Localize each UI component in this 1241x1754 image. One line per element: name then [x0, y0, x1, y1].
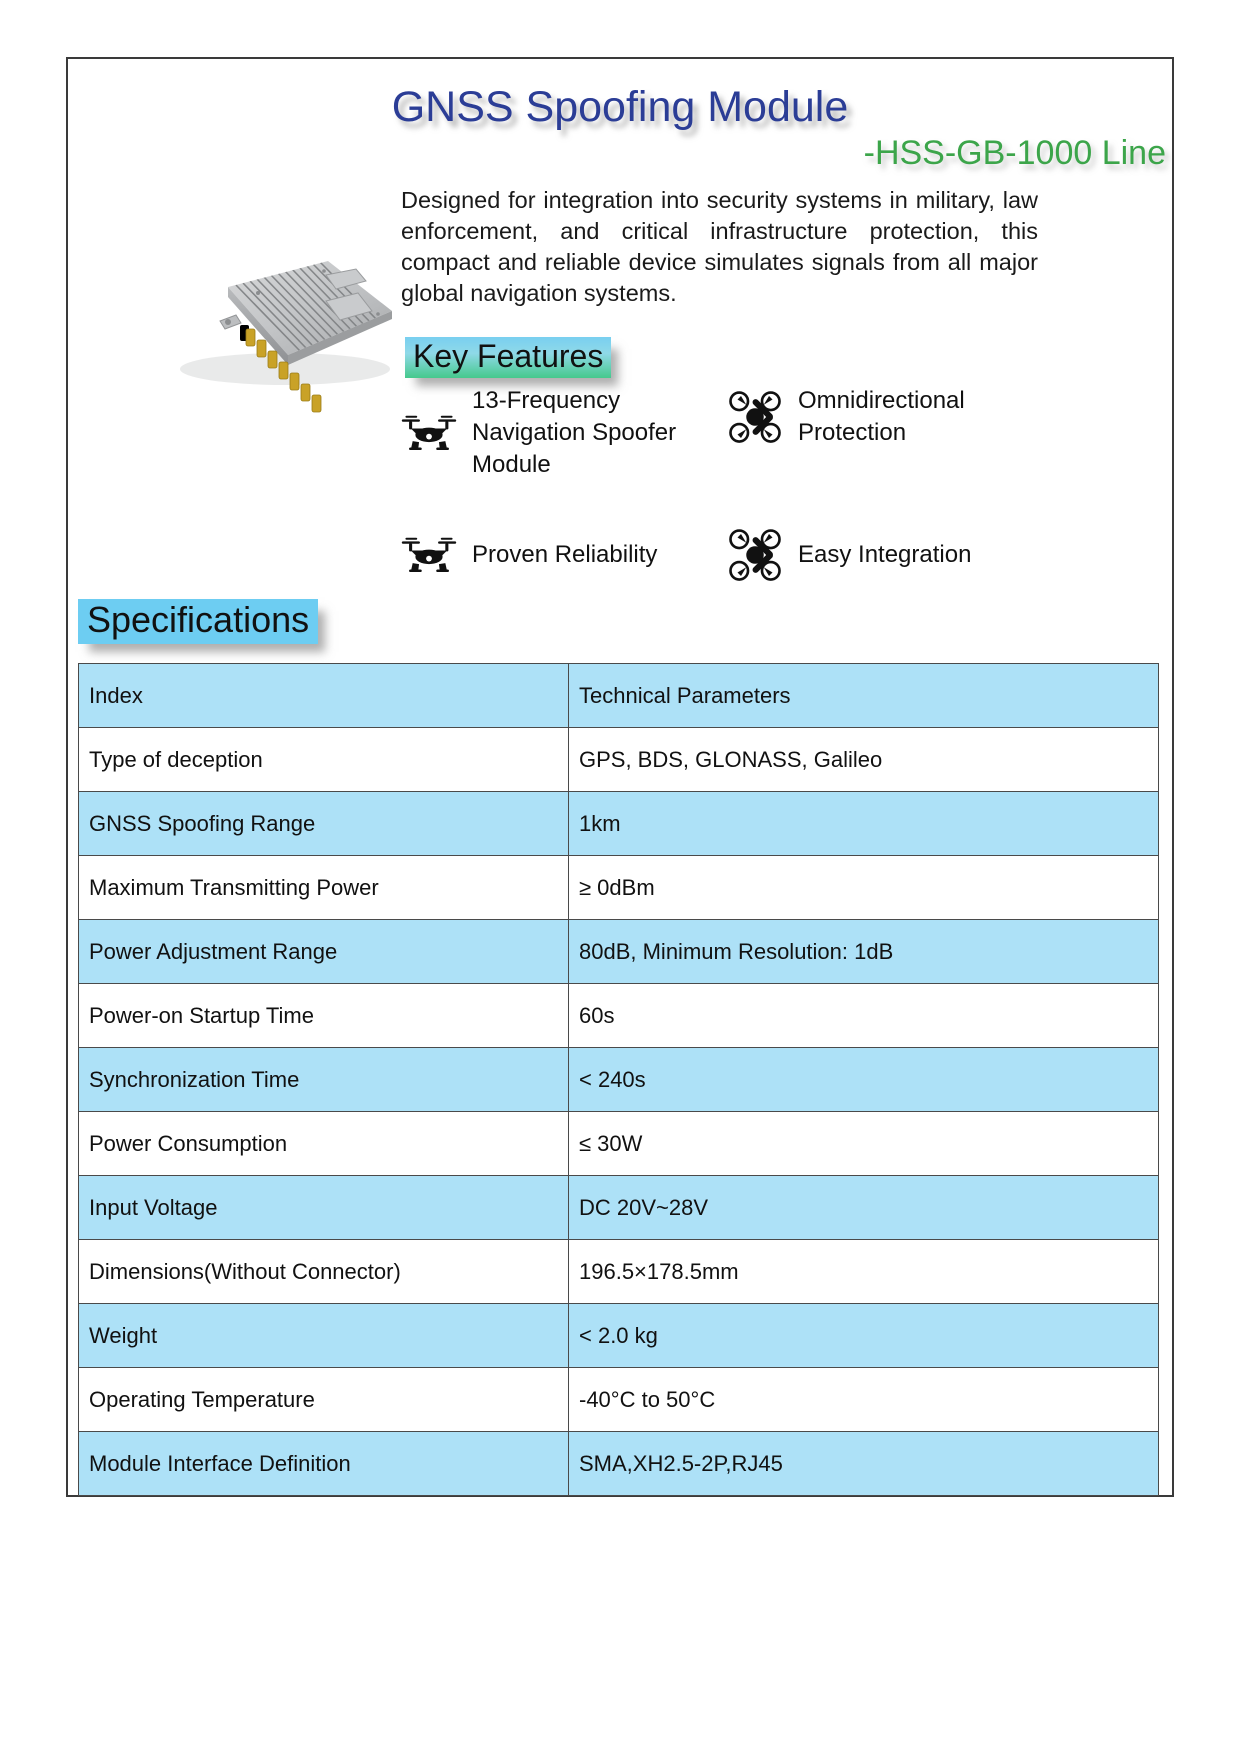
table-cell-index: Type of deception — [79, 728, 569, 792]
page-title: GNSS Spoofing Module — [391, 83, 849, 131]
table-row — [79, 1240, 1159, 1304]
specifications-heading — [78, 599, 318, 644]
table-cell-parameter: -40°C to 50°C — [569, 1368, 1159, 1432]
table-cell-parameter: SMA,XH2.5-2P,RJ45 — [569, 1432, 1159, 1496]
feature-item — [724, 526, 1046, 584]
key-features-list — [398, 385, 1048, 584]
table-cell-parameter: 196.5×178.5mm — [569, 1240, 1159, 1304]
table-row — [79, 1176, 1159, 1240]
feature-label: Omnidirectional Protection — [798, 387, 965, 446]
table-cell-index: Maximum Transmitting Power — [79, 856, 569, 920]
datasheet-page — [66, 57, 1174, 1497]
table-cell-parameter: 1km — [569, 792, 1159, 856]
table-cell-index: Synchronization Time — [79, 1048, 569, 1112]
key-features-heading — [405, 337, 611, 378]
table-row — [79, 1304, 1159, 1368]
table-row — [79, 984, 1159, 1048]
table-row — [79, 1368, 1159, 1432]
table-cell-index: Power Consumption — [79, 1112, 569, 1176]
key-features-row — [398, 526, 1048, 584]
table-cell-parameter: ≤ 30W — [569, 1112, 1159, 1176]
specifications-heading-label: Specifications — [78, 599, 318, 644]
table-cell-parameter: 80dB, Minimum Resolution: 1dB — [569, 920, 1159, 984]
table-cell-parameter: < 240s — [569, 1048, 1159, 1112]
key-features-heading-label: Key Features — [405, 337, 611, 378]
table-row — [79, 1432, 1159, 1496]
drone-top-icon — [724, 526, 786, 584]
table-cell-parameter: 60s — [569, 984, 1159, 1048]
table-cell-parameter: GPS, BDS, GLONASS, Galileo — [569, 728, 1159, 792]
page-subtitle: -HSS-GB-1000 Line — [863, 134, 1166, 172]
product-image — [110, 219, 400, 419]
drone-side-icon — [398, 526, 460, 584]
table-row — [79, 856, 1159, 920]
table-cell-index: Input Voltage — [79, 1176, 569, 1240]
column-header-index: Index — [79, 664, 569, 728]
table-row — [79, 792, 1159, 856]
table-row — [79, 1112, 1159, 1176]
table-cell-index: Operating Temperature — [79, 1368, 569, 1432]
feature-item — [398, 385, 724, 481]
table-header-row — [79, 664, 1159, 728]
table-cell-parameter: < 2.0 kg — [569, 1304, 1159, 1368]
feature-label: Proven Reliability — [472, 541, 658, 568]
table-cell-parameter: ≥ 0dBm — [569, 856, 1159, 920]
product-description: Designed for integration into security systems in military, law enforcement, and critical infrastructure protection, this compact and reliable device simulates signals from all major global navigation systems. — [401, 187, 1038, 306]
table-cell-index: GNSS Spoofing Range — [79, 792, 569, 856]
header — [68, 59, 1172, 179]
feature-item — [398, 526, 724, 584]
table-cell-index: Dimensions(Without Connector) — [79, 1240, 569, 1304]
specifications-table — [78, 663, 1159, 1496]
table-cell-index: Power Adjustment Range — [79, 920, 569, 984]
table-cell-index: Weight — [79, 1304, 569, 1368]
table-cell-parameter: DC 20V~28V — [569, 1176, 1159, 1240]
table-row — [79, 728, 1159, 792]
drone-side-icon — [398, 404, 460, 462]
feature-item — [724, 385, 1046, 449]
drone-top-icon — [724, 388, 786, 446]
table-row — [79, 1048, 1159, 1112]
table-row — [79, 920, 1159, 984]
feature-label: Easy Integration — [798, 541, 972, 568]
table-cell-index: Module Interface Definition — [79, 1432, 569, 1496]
column-header-parameters: Technical Parameters — [569, 664, 1159, 728]
key-features-row — [398, 385, 1048, 481]
feature-label: 13-Frequency Navigation Spoofer Module — [472, 387, 677, 478]
table-cell-index: Power-on Startup Time — [79, 984, 569, 1048]
